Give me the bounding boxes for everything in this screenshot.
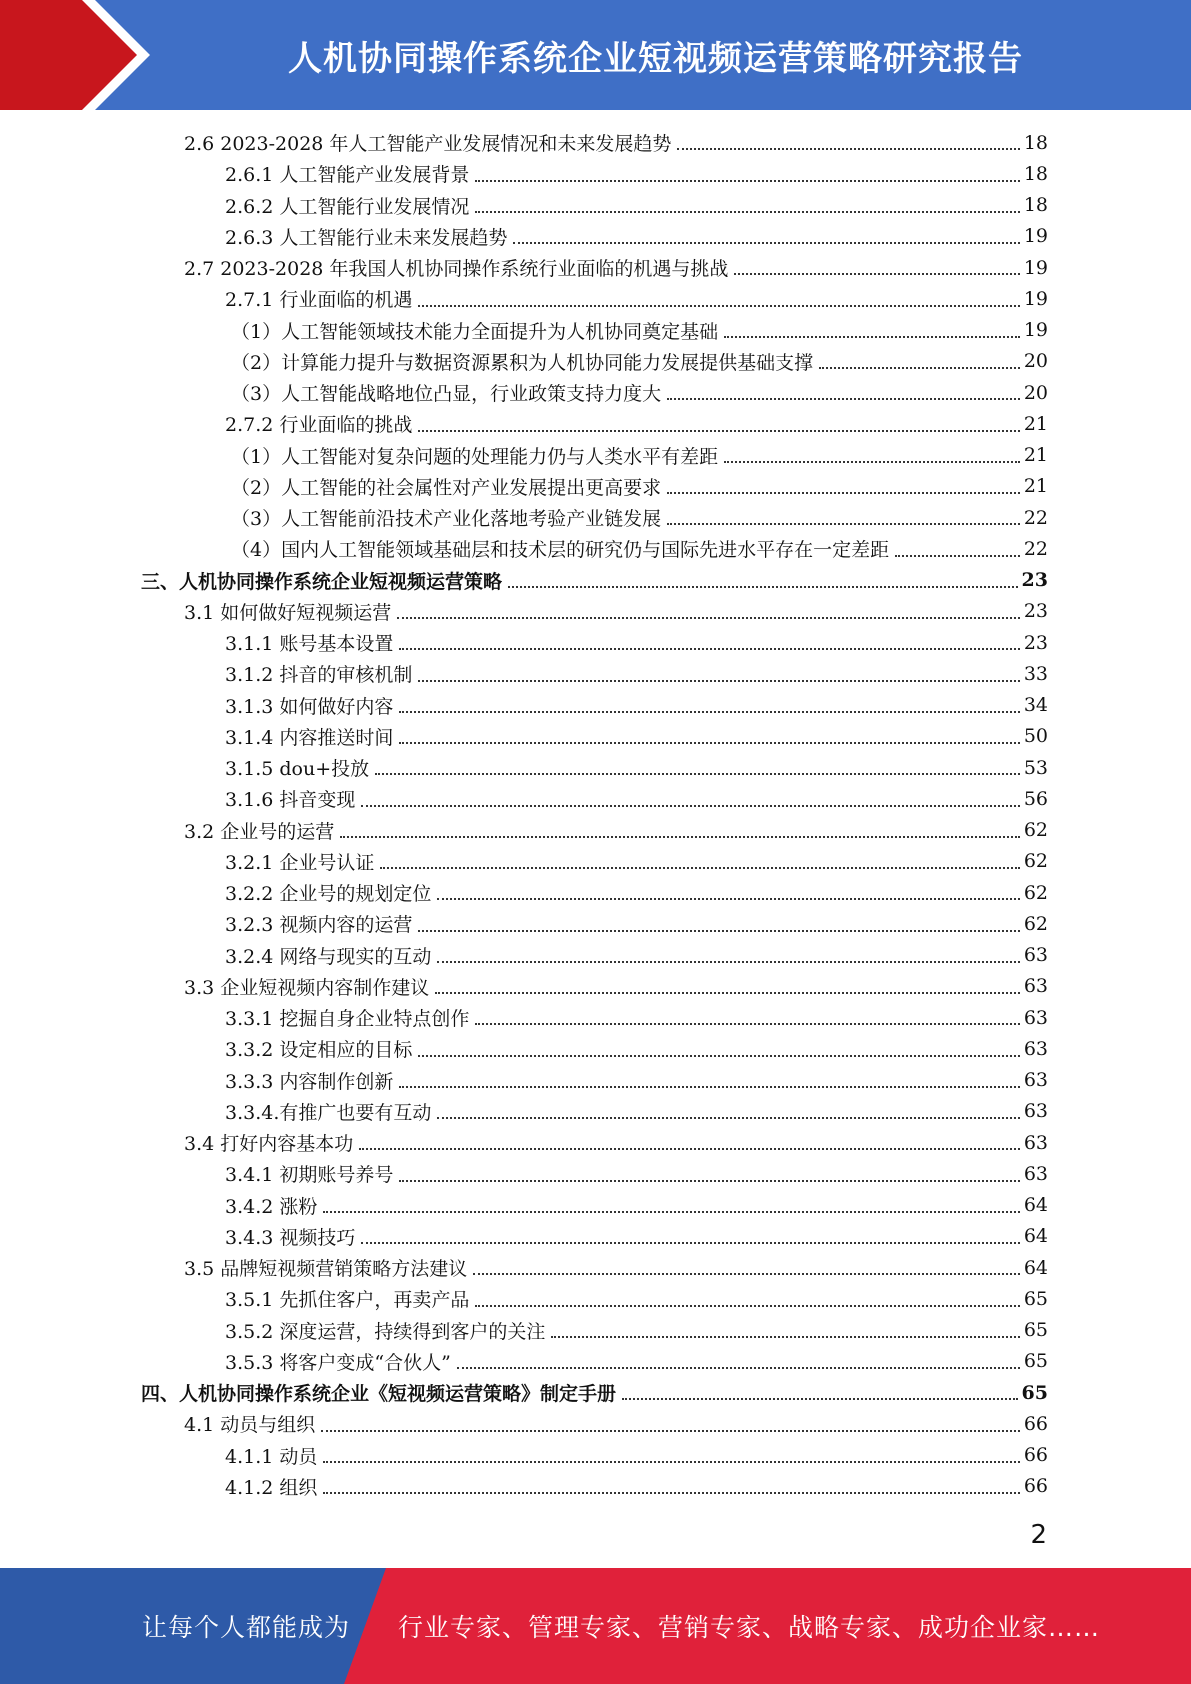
toc-entry-page: 22 — [1023, 506, 1048, 529]
toc-entry-page: 64 — [1023, 1256, 1048, 1279]
toc-entry[interactable] — [0, 533, 1048, 564]
toc-entry-page: 53 — [1023, 756, 1048, 779]
toc-entry-page: 63 — [1023, 1006, 1048, 1029]
toc-entry-page: 21 — [1023, 475, 1048, 498]
toc-entry[interactable] — [0, 940, 1048, 971]
toc-entry-page: 65 — [1023, 1350, 1048, 1373]
toc-dot-leader — [475, 210, 1019, 213]
page-header — [0, 0, 1191, 110]
toc-dot-leader — [323, 1460, 1019, 1463]
toc-dot-leader — [359, 1147, 1020, 1150]
toc-entry-page: 21 — [1023, 412, 1048, 435]
toc-dot-leader — [399, 741, 1019, 744]
toc-entry-title: 3.3.4.有推广也要有互动 — [225, 1098, 435, 1125]
toc-entry[interactable] — [0, 783, 1048, 814]
toc-entry-page: 19 — [1023, 287, 1048, 310]
toc-entry-title: 3.2.4 网络与现实的互动 — [225, 942, 435, 969]
toc-dot-leader — [551, 1335, 1019, 1338]
toc-entry[interactable] — [0, 908, 1048, 939]
toc-entry[interactable] — [0, 1158, 1048, 1189]
toc-entry[interactable] — [0, 627, 1048, 658]
toc-entry-page: 56 — [1023, 787, 1048, 810]
toc-entry[interactable] — [0, 1096, 1048, 1127]
toc-entry-page: 64 — [1023, 1225, 1048, 1248]
toc-entry[interactable] — [0, 408, 1048, 439]
toc-dot-leader — [397, 616, 1020, 619]
toc-dot-leader — [399, 710, 1019, 713]
toc-dot-leader — [321, 1429, 1020, 1432]
table-of-contents — [0, 127, 1191, 1502]
toc-entry[interactable] — [0, 690, 1048, 721]
toc-entry-title: 2.7.2 行业面临的挑战 — [225, 410, 416, 437]
toc-entry[interactable] — [0, 1471, 1048, 1502]
toc-entry-page: 62 — [1023, 850, 1048, 873]
toc-entry[interactable] — [0, 1252, 1048, 1283]
toc-dot-leader — [399, 647, 1019, 650]
toc-entry-title: 3.1.4 内容推送时间 — [225, 723, 397, 750]
toc-entry-title: （1）人工智能对复杂问题的处理能力仍与人类水平有差距 — [231, 442, 722, 469]
toc-entry-title: 4.1 动员与组织 — [184, 1410, 319, 1437]
toc-entry-page: 63 — [1023, 1069, 1048, 1092]
toc-entry-title: 4.1.2 组织 — [225, 1473, 321, 1500]
toc-entry-title: （2）人工智能的社会属性对产业发展提出更高要求 — [231, 473, 665, 500]
toc-dot-leader — [418, 929, 1019, 932]
toc-entry-title: 3.1.6 抖音变现 — [225, 785, 359, 812]
toc-entry-title: 3.5.1 先抓住客户，再卖产品 — [225, 1285, 473, 1312]
toc-entry[interactable] — [0, 1346, 1048, 1377]
toc-entry[interactable] — [0, 502, 1048, 533]
toc-entry-page: 63 — [1023, 1100, 1048, 1123]
toc-entry[interactable] — [0, 1408, 1048, 1439]
toc-entry-title: 三、人机协同操作系统企业短视频运营策略 — [141, 567, 506, 594]
toc-entry-title: 3.1.5 dou+投放 — [225, 754, 373, 781]
toc-entry-page: 23 — [1023, 631, 1048, 654]
toc-dot-leader — [418, 304, 1019, 307]
toc-entry[interactable] — [0, 721, 1048, 752]
toc-entry-page: 63 — [1023, 944, 1048, 967]
toc-entry-page: 63 — [1023, 1162, 1048, 1185]
toc-entry-title: 3.2.1 企业号认证 — [225, 848, 378, 875]
toc-entry-title: 2.7 2023-2028 年我国人机协同操作系统行业面临的机遇与挑战 — [184, 254, 732, 281]
toc-entry-page: 66 — [1023, 1444, 1048, 1467]
toc-entry[interactable] — [0, 596, 1048, 627]
toc-entry[interactable] — [0, 565, 1048, 596]
toc-entry[interactable] — [0, 158, 1048, 189]
toc-entry[interactable] — [0, 127, 1048, 158]
header-arrow-decoration — [0, 0, 160, 110]
toc-entry-page: 63 — [1023, 1037, 1048, 1060]
toc-entry-title: （1）人工智能领域技术能力全面提升为人机协同奠定基础 — [231, 317, 722, 344]
toc-entry-title: 3.4 打好内容基本功 — [184, 1129, 357, 1156]
toc-entry-page: 66 — [1023, 1412, 1048, 1435]
toc-dot-leader — [508, 585, 1018, 588]
toc-entry-title: 3.3.3 内容制作创新 — [225, 1067, 397, 1094]
footer-slogan-right: 行业专家、管理专家、营销专家、战略专家、成功企业家…… — [398, 1613, 1101, 1642]
toc-entry[interactable] — [0, 1190, 1048, 1221]
toc-dot-leader — [418, 429, 1019, 432]
toc-entry-page: 65 — [1021, 1381, 1048, 1404]
toc-dot-leader — [895, 554, 1020, 557]
toc-entry-title: 3.5.3 将客户变成“合伙人” — [225, 1348, 455, 1375]
toc-entry[interactable] — [0, 846, 1048, 877]
toc-entry-title: 3.1 如何做好短视频运营 — [184, 598, 395, 625]
toc-entry[interactable] — [0, 190, 1048, 221]
toc-entry-page: 19 — [1023, 256, 1048, 279]
toc-entry-title: （4）国内人工智能领域基础层和技术层的研究仍与国际先进水平存在一定差距 — [231, 535, 893, 562]
toc-dot-leader — [475, 179, 1019, 182]
toc-entry-title: 3.1.1 账号基本设置 — [225, 629, 397, 656]
toc-entry-title: 3.2 企业号的运营 — [184, 817, 338, 844]
toc-entry-title: 3.1.3 如何做好内容 — [225, 692, 397, 719]
toc-dot-leader — [437, 897, 1019, 900]
toc-entry-page: 21 — [1023, 444, 1048, 467]
toc-entry[interactable] — [0, 221, 1048, 252]
toc-entry[interactable] — [0, 283, 1048, 314]
toc-entry-title: 3.2.3 视频内容的运营 — [225, 910, 416, 937]
toc-dot-leader — [437, 960, 1019, 963]
toc-entry[interactable] — [0, 877, 1048, 908]
toc-dot-leader — [457, 1366, 1020, 1369]
toc-dot-leader — [418, 679, 1019, 682]
toc-entry[interactable] — [0, 1315, 1048, 1346]
toc-entry-page: 66 — [1023, 1475, 1048, 1498]
toc-entry-title: 2.6.1 人工智能产业发展背景 — [225, 160, 473, 187]
toc-entry-title: 2.6.2 人工智能行业发展情况 — [225, 192, 473, 219]
toc-entry-title: 3.3.2 设定相应的目标 — [225, 1035, 416, 1062]
toc-dot-leader — [399, 1179, 1019, 1182]
toc-entry-page: 33 — [1023, 662, 1048, 685]
toc-entry-title: 3.3.1 挖掘自身企业特点创作 — [225, 1004, 473, 1031]
toc-entry-title: （3）人工智能前沿技术产业化落地考验产业链发展 — [231, 504, 665, 531]
toc-entry[interactable] — [0, 377, 1048, 408]
toc-entry-page: 22 — [1023, 537, 1048, 560]
toc-entry-title: 3.3 企业短视频内容制作建议 — [184, 973, 433, 1000]
toc-entry-page: 62 — [1023, 881, 1048, 904]
toc-dot-leader — [819, 366, 1020, 369]
toc-dot-leader — [435, 991, 1020, 994]
toc-dot-leader — [475, 1022, 1019, 1025]
page-number: 2 — [1030, 1520, 1047, 1550]
toc-dot-leader — [399, 1085, 1019, 1088]
toc-entry[interactable] — [0, 1377, 1048, 1408]
toc-entry[interactable] — [0, 315, 1048, 346]
toc-entry-title: 4.1.1 动员 — [225, 1442, 321, 1469]
toc-entry[interactable] — [0, 1440, 1048, 1471]
toc-entry-title: 2.6 2023-2028 年人工智能产业发展情况和未来发展趋势 — [184, 129, 675, 156]
toc-dot-leader — [473, 1272, 1020, 1275]
toc-entry-title: 3.2.2 企业号的规划定位 — [225, 879, 435, 906]
toc-entry[interactable] — [0, 346, 1048, 377]
toc-entry-title: 3.5 品牌短视频营销策略方法建议 — [184, 1254, 471, 1281]
toc-dot-leader — [622, 1397, 1018, 1400]
toc-dot-leader — [667, 522, 1020, 525]
toc-entry-page: 19 — [1023, 319, 1048, 342]
toc-dot-leader — [380, 866, 1019, 869]
toc-dot-leader — [323, 1491, 1019, 1494]
toc-entry[interactable] — [0, 1033, 1048, 1064]
toc-dot-leader — [734, 272, 1019, 275]
toc-dot-leader — [667, 397, 1020, 400]
toc-entry-page: 62 — [1023, 819, 1048, 842]
toc-entry-title: 3.4.3 视频技巧 — [225, 1223, 359, 1250]
toc-entry-page: 20 — [1023, 381, 1048, 404]
toc-entry-title: （3）人工智能战略地位凸显，行业政策支持力度大 — [231, 379, 665, 406]
toc-entry[interactable] — [0, 971, 1048, 1002]
toc-entry[interactable] — [0, 471, 1048, 502]
toc-entry-page: 20 — [1023, 350, 1048, 373]
toc-dot-leader — [361, 1241, 1019, 1244]
toc-entry-title: 3.1.2 抖音的审核机制 — [225, 660, 416, 687]
toc-entry-page: 65 — [1023, 1319, 1048, 1342]
toc-entry-title: 3.5.2 深度运营，持续得到客户的关注 — [225, 1317, 549, 1344]
toc-entry-page: 63 — [1023, 975, 1048, 998]
toc-dot-leader — [475, 1304, 1019, 1307]
toc-dot-leader — [677, 147, 1019, 150]
toc-dot-leader — [724, 335, 1020, 338]
toc-entry-title: 2.6.3 人工智能行业未来发展趋势 — [225, 223, 511, 250]
toc-dot-leader — [418, 1054, 1019, 1057]
toc-entry[interactable] — [0, 815, 1048, 846]
toc-entry-page: 50 — [1023, 725, 1048, 748]
toc-entry[interactable] — [0, 1127, 1048, 1158]
toc-dot-leader — [667, 491, 1020, 494]
toc-entry-page: 62 — [1023, 912, 1048, 935]
toc-entry-page: 64 — [1023, 1194, 1048, 1217]
toc-dot-leader — [340, 835, 1020, 838]
toc-entry-page: 65 — [1023, 1287, 1048, 1310]
toc-entry[interactable] — [0, 1221, 1048, 1252]
toc-entry[interactable] — [0, 658, 1048, 689]
toc-entry-page: 23 — [1021, 569, 1048, 592]
toc-dot-leader — [375, 772, 1020, 775]
toc-entry-page: 18 — [1023, 131, 1048, 154]
toc-entry-title: 2.7.1 行业面临的机遇 — [225, 285, 416, 312]
toc-entry-page: 23 — [1023, 600, 1048, 623]
toc-entry-title: 3.4.2 涨粉 — [225, 1192, 321, 1219]
toc-dot-leader — [724, 460, 1020, 463]
page-footer — [0, 1568, 1191, 1684]
document-title: 人机协同操作系统企业短视频运营策略研究报告 — [288, 38, 1023, 79]
toc-entry-title: 四、人机协同操作系统企业《短视频运营策略》制定手册 — [141, 1379, 620, 1406]
toc-entry[interactable] — [0, 1002, 1048, 1033]
toc-entry[interactable] — [0, 1283, 1048, 1314]
toc-entry[interactable] — [0, 252, 1048, 283]
toc-entry-page: 18 — [1023, 162, 1048, 185]
toc-entry-page: 18 — [1023, 194, 1048, 217]
toc-dot-leader — [361, 804, 1019, 807]
toc-entry-title: （2）计算能力提升与数据资源累积为人机协同能力发展提供基础支撑 — [231, 348, 817, 375]
toc-dot-leader — [323, 1210, 1019, 1213]
toc-entry[interactable] — [0, 752, 1048, 783]
toc-entry-title: 3.4.1 初期账号养号 — [225, 1160, 397, 1187]
toc-dot-leader — [437, 1116, 1019, 1119]
footer-slogan-left: 让每个人都能成为 — [142, 1613, 351, 1642]
toc-dot-leader — [513, 241, 1019, 244]
toc-entry-page: 63 — [1023, 1131, 1048, 1154]
toc-entry[interactable] — [0, 1065, 1048, 1096]
toc-entry[interactable] — [0, 440, 1048, 471]
toc-entry-page: 34 — [1023, 694, 1048, 717]
toc-entry-page: 19 — [1023, 225, 1048, 248]
